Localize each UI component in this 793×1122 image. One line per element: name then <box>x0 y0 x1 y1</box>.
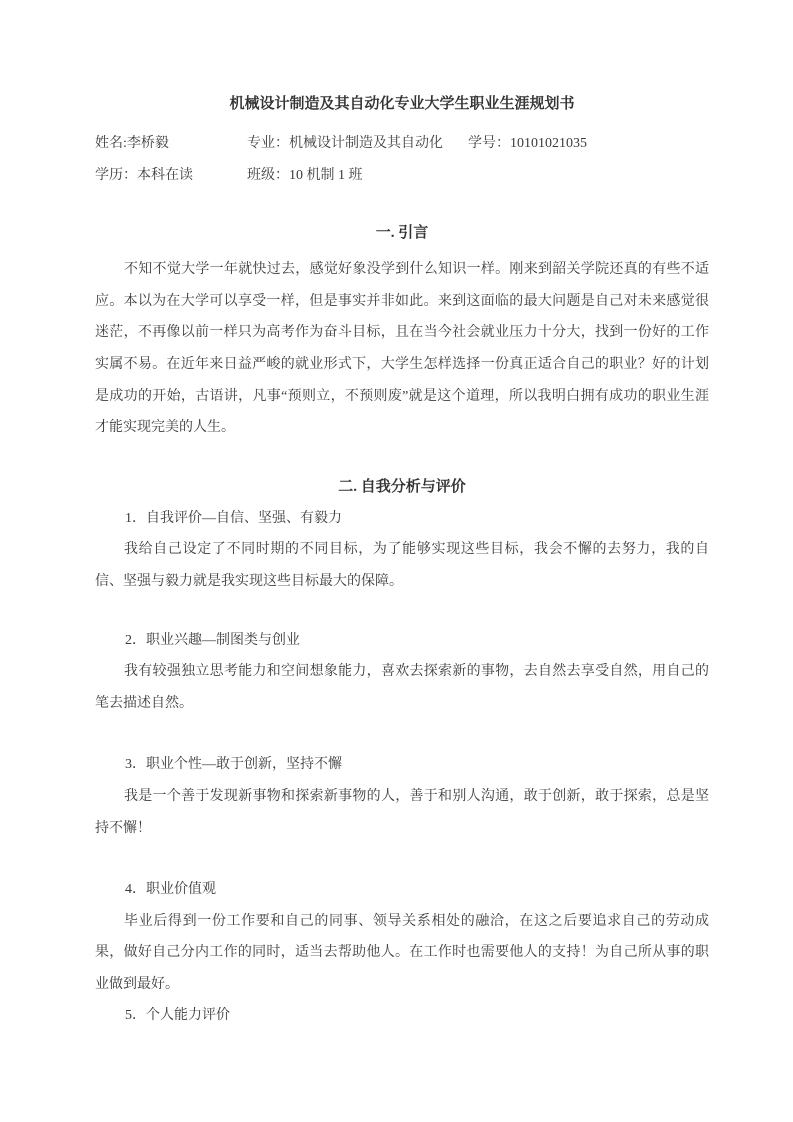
item-3-body: 我是一个善于发现新事物和探索新事物的人，善于和别人沟通，敢于创新，敢于探索，总是坚持不懈！ <box>95 788 709 836</box>
self-analysis-item-2 <box>95 625 709 720</box>
item-2-body: 我有较强独立思考能力和空间想象能力，喜欢去探索新的事物，去自然去享受自然，用自己的笔去描述自然。 <box>95 664 709 711</box>
item-1-title: 1．自我评价—自信、坚强、有毅力 <box>125 510 342 526</box>
section-heading-self-analysis: 二. 自我分析与评价 <box>338 478 466 495</box>
info-class: 班级：10 机制 1 班 <box>247 167 363 183</box>
info-education: 学历：本科在读 <box>95 167 193 183</box>
introduction-paragraph: 不知不觉大学一年就快过去，感觉好象没学到什么知识一样。刚来到韶关学院还真的有些不适应。本以为在大学可以享受一样，但是事实并非如此。来到这面临的最大问题是自己对未来感觉很迷茫，不再像以前一样只为高考作为奋斗目标，且在当今社会就业压力十分大，找到一份好的工作实属不易。在近年来日益严峻的就业形式下，大学生怎样选择一份真正适合自己的职业？好的计划是成功的开始，古语讲，凡事“预则立，不预则废”就是这个道理，所以我明白拥有成功的职业生涯才能实现完美的人生。 <box>95 262 709 436</box>
document-title: 机械设计制造及其自动化专业大学生职业生涯规划书 <box>229 96 575 112</box>
item-2-title: 2．职业兴趣—制图类与创业 <box>125 632 300 648</box>
document-content <box>95 0 709 1032</box>
info-line-1 <box>95 128 709 160</box>
info-student-id: 学号：10101021035 <box>468 136 587 151</box>
self-analysis-item-4 <box>95 874 709 1000</box>
item-4-body: 毕业后得到一份工作要和自己的同事、领导关系相处的融洽，在这之后要追求自己的劳动成果，做好自己分内工作的同时，适当去帮助他人。在工作时也需要他人的支持！为自己所从事的职业做到最好。 <box>95 913 709 992</box>
item-1-body: 我给自己设定了不同时期的不同目标，为了能够实现这些目标，我会不懈的去努力，我的自信、坚强与毅力就是我实现这些目标最大的保障。 <box>95 542 709 589</box>
section-heading-introduction: 一. 引言 <box>375 225 429 242</box>
info-line-2 <box>95 160 709 192</box>
item-4-title: 4．职业价值观 <box>125 882 216 898</box>
info-major: 专业：机械设计制造及其自动化 <box>247 136 443 151</box>
info-name: 姓名:李桥毅 <box>95 136 169 151</box>
self-analysis-item-3 <box>95 749 709 844</box>
self-analysis-item-1 <box>95 503 709 598</box>
self-analysis-item-5 <box>95 1000 709 1032</box>
item-5-title: 5．个人能力评价 <box>125 1008 230 1024</box>
item-3-title: 3．职业个性—敢于创新，坚持不懈 <box>125 757 342 773</box>
